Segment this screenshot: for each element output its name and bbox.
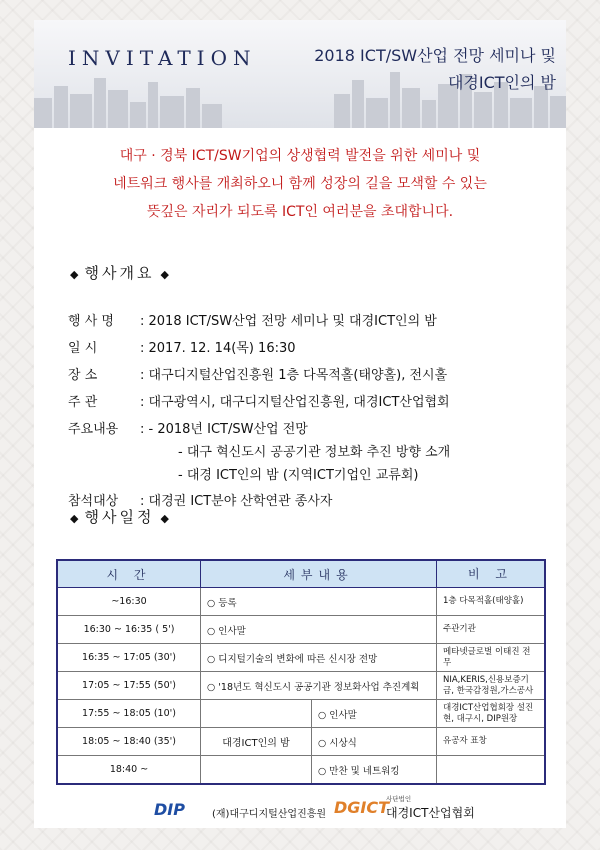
detail-text: ○ 시상식 (318, 737, 357, 749)
intro-line3: 뜻깊은 자리가 되도록 ICT인 여러분을 초대합니다. (146, 204, 454, 220)
time-cell: 17:55 ~ 18:05 (10') (57, 700, 201, 728)
dgict-name: 대경ICT산업협회 (386, 806, 475, 820)
detail-text: ○ 만찬 및 네트워킹 (318, 765, 400, 777)
overview-value: : 대구디지털산업진흥원 1층 다목적홀(태양홀), 전시홀 (140, 368, 448, 383)
detail-cell (201, 756, 437, 785)
table-row (57, 728, 545, 756)
table-row (57, 616, 545, 644)
overview-item (68, 418, 308, 437)
overview-item (68, 310, 437, 329)
group-label-top (201, 700, 312, 727)
schedule-table (56, 559, 546, 785)
table-row (57, 756, 545, 785)
note-cell: 대경ICT산업협회장 설진현, 대구시, DIP원장 (437, 700, 546, 728)
table-header-row (57, 560, 545, 588)
dgict-logo: DGICT (334, 798, 390, 817)
detail-cell (201, 728, 437, 756)
overview-subitem: - 대경 ICT인의 밤 (지역ICT기업인 교류회) (178, 468, 419, 483)
time-cell: 16:35 ~ 17:05 (30') (57, 644, 201, 672)
note-cell: NIA,KERIS,신용보증기금, 한국감정원,가스공사 (437, 672, 546, 700)
overview-label: 참석대상 (68, 494, 119, 509)
intro-line1: 대구 · 경북 ICT/SW기업의 상생협력 발전을 위한 세미나 및 (119, 148, 481, 164)
overview-label: 주요내용 (68, 422, 119, 437)
time-cell: 16:30 ~ 16:35 ( 5') (57, 616, 201, 644)
overview-item (68, 337, 296, 356)
note-cell: 주관기관 (437, 616, 546, 644)
overview-heading (64, 262, 175, 283)
time-cell: 18:05 ~ 18:40 (35') (57, 728, 201, 756)
table-row (57, 644, 545, 672)
detail-cell (201, 700, 437, 728)
intro-line2: 네트워크 행사를 개최하오니 함께 성장의 길을 모색할 수 있는 (113, 176, 487, 192)
column-header-detail: 세부내용 (201, 560, 437, 588)
dip-logo: DIP (154, 800, 185, 819)
note-cell (437, 756, 546, 785)
note-cell: 유공자 표창 (437, 728, 546, 756)
overview-label: 주 관 (68, 395, 98, 410)
detail-cell: ○ 인사말 (201, 616, 437, 644)
schedule-heading (64, 506, 175, 527)
header-banner (34, 20, 566, 128)
time-cell: 17:05 ~ 17:55 (50') (57, 672, 201, 700)
table-row (57, 672, 545, 700)
footer-logos (34, 792, 566, 828)
intro-text (34, 142, 566, 226)
detail-cell: ○ '18년도 혁신도시 공공기관 정보화사업 추진계획 (201, 672, 437, 700)
group-label: 대경ICT인의 밤 (201, 728, 312, 755)
overview-label: 행 사 명 (68, 314, 114, 329)
overview-label: 일 시 (68, 341, 98, 356)
time-cell: 18:40 ~ (57, 756, 201, 785)
dip-name: (재)대구디지털산업진흥원 (212, 809, 327, 820)
invitation-card (34, 20, 566, 828)
detail-cell: ○ 디지털기술의 변화에 따른 신시장 전망 (201, 644, 437, 672)
diamond-icon: ◆ (160, 512, 169, 525)
overview-value: : 대구광역시, 대구디지털산업진흥원, 대경ICT산업협회 (140, 395, 450, 410)
diamond-icon: ◆ (70, 512, 79, 525)
group-label-bottom (201, 756, 312, 783)
overview-value: : 2018 ICT/SW산업 전망 세미나 및 대경ICT인의 밤 (140, 314, 437, 329)
note-cell: 메타넷글로벌 이태진 전무 (437, 644, 546, 672)
detail-cell: ○ 등록 (201, 588, 437, 616)
diamond-icon: ◆ (160, 268, 169, 281)
note-cell: 1층 다목적홀(태양홀) (437, 588, 546, 616)
time-cell: ~16:30 (57, 588, 201, 616)
overview-label: 장 소 (68, 368, 98, 383)
table-row (57, 588, 545, 616)
overview-item (68, 364, 447, 383)
column-header-note: 비 고 (437, 560, 546, 588)
event-title (314, 42, 556, 96)
event-title-line1: 2018 ICT/SW산업 전망 세미나 및 (314, 46, 556, 65)
overview-value: : 2017. 12. 14(목) 16:30 (140, 341, 296, 356)
overview-heading-label: 행사개요 (84, 264, 155, 282)
overview-value: : 대경권 ICT분야 산학연관 종사자 (140, 494, 333, 509)
column-header-time: 시 간 (57, 560, 201, 588)
overview-value: : - 2018년 ICT/SW산업 전망 (140, 422, 308, 437)
detail-text: ○ 인사말 (318, 709, 357, 721)
overview-subitem: - 대구 혁신도시 공공기관 정보화 추진 방향 소개 (178, 445, 451, 460)
invitation-heading: INVITATION (68, 46, 257, 70)
schedule-heading-label: 행사일정 (84, 508, 155, 526)
dgict-subtitle: 사단법인 (386, 795, 412, 803)
overview-item (68, 391, 450, 410)
table-row (57, 700, 545, 728)
event-title-line2: 대경ICT인의 밤 (447, 73, 556, 92)
diamond-icon: ◆ (70, 268, 79, 281)
